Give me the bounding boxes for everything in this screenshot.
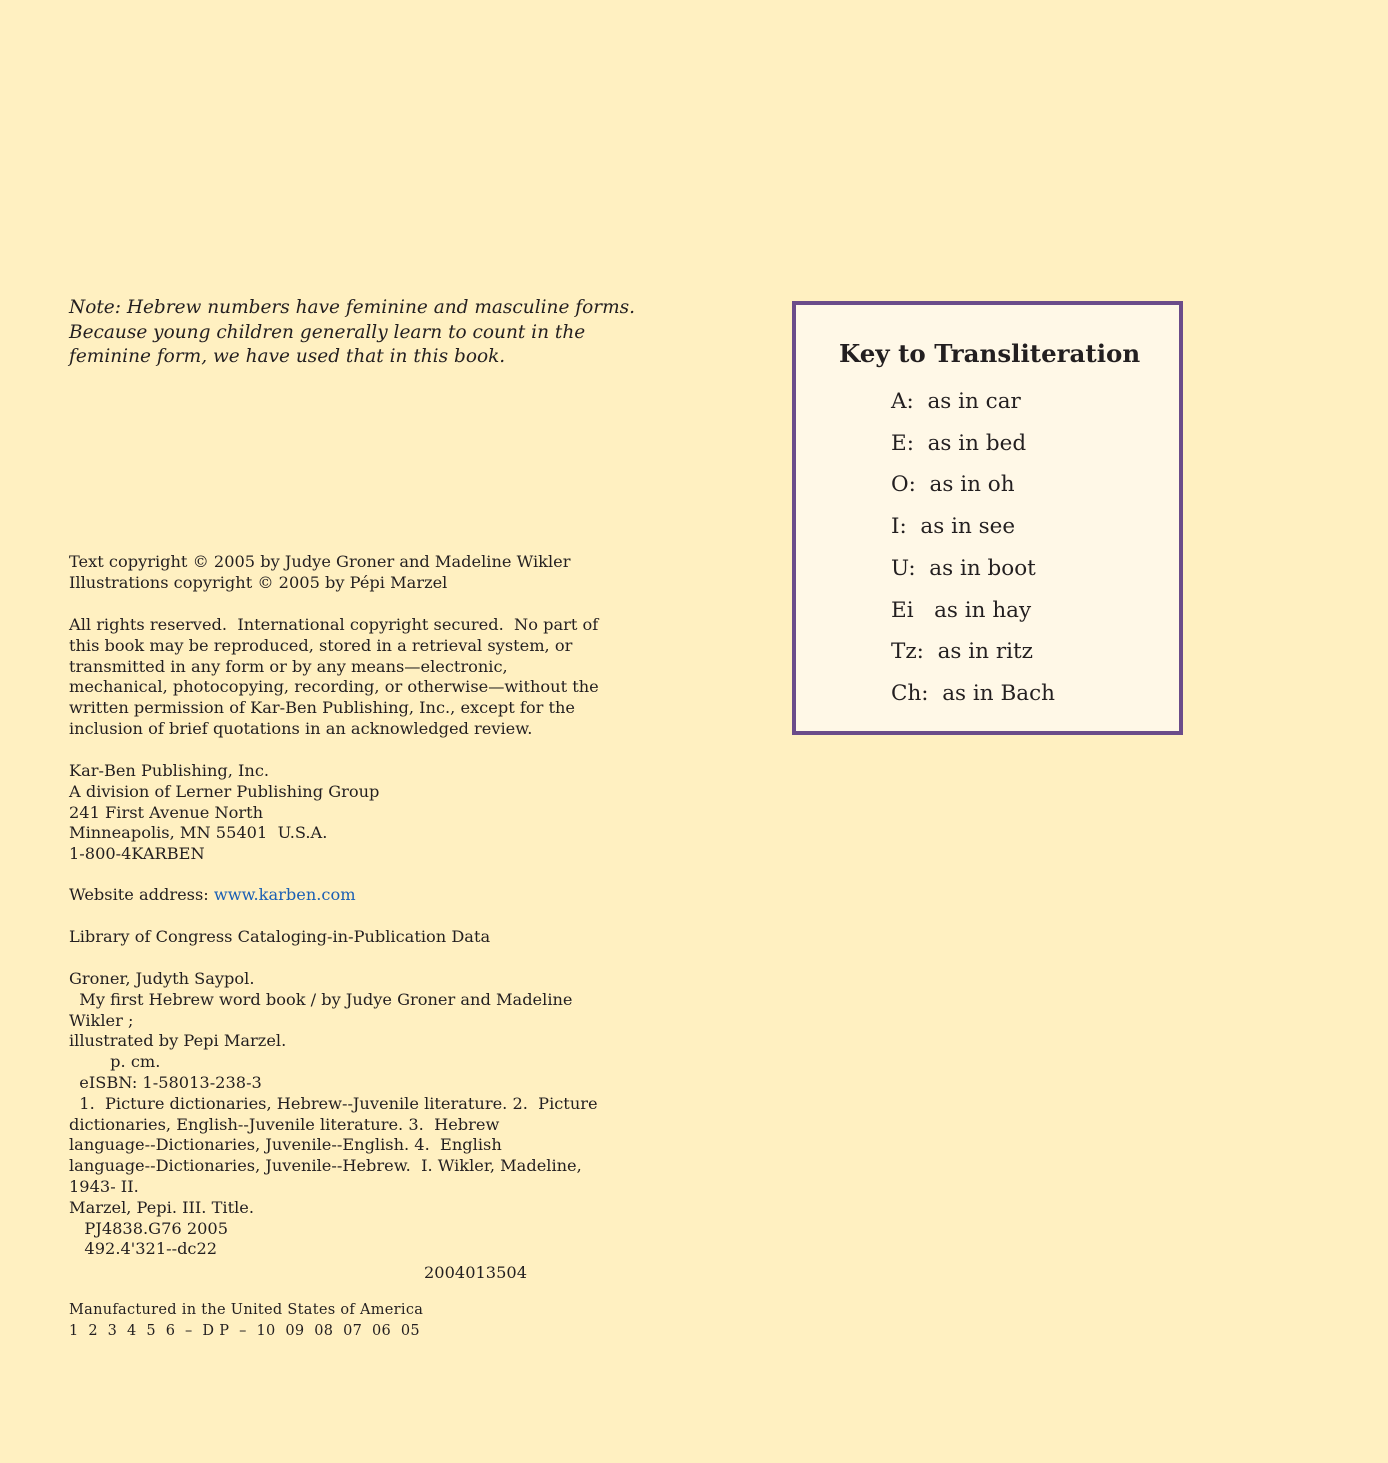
website-label: Website address: [69,885,214,904]
copyright-line: Text copyright © 2005 by Judye Groner and Madeline Wikler [69,552,571,571]
cip-line: Groner, Judyth Saypol. [69,969,255,988]
copyright-line: Illustrations copyright © 2005 by Pépi Marzel [69,572,448,592]
rights-line: transmitted in any form or by any means—electronic, [69,656,508,676]
publisher-line: A division of Lerner Publishing Group [69,781,380,801]
cip-line: 1. Picture dictionaries, Hebrew--Juvenile literature. 2. Picture [69,1093,598,1113]
key-entry: U: as in boot [891,555,1036,581]
manufactured-line: Manufactured in the United States of America [69,1302,424,1318]
publisher-address [69,761,379,865]
copyright-block [69,552,570,594]
rights-line: written permission of Kar-Ben Publishing, Inc., except for the [69,698,575,718]
rights-line: this book may be reproduced, stored in a retrieval system, or [69,635,573,655]
note-line: Note: Hebrew numbers have feminine and masculine forms. [69,297,636,318]
cip-line: eISBN: 1-58013-238-3 [69,1072,262,1092]
cip-line: My first Hebrew word book / by Judye Groner and Madeline [69,989,573,1009]
cip-line: PJ4838.G76 2005 [69,1218,229,1238]
key-entries [891,381,1055,715]
cip-line: language--Dictionaries, Juvenile--Hebrew. I. Wikler, Madeline, [69,1156,582,1176]
rights-line: inclusion of brief quotations in an acknowledged review. [69,718,533,738]
note-line: feminine form, we have used that in this book. [69,346,506,367]
cip-line: dictionaries, English--Juvenile literature. 3. Hebrew [69,1114,500,1134]
cip-line: Marzel, Pepi. III. Title. [69,1197,254,1217]
transliteration-key-box [792,301,1183,735]
cip-line: 492.4'321--dc22 [69,1239,218,1259]
website-link[interactable]: www.karben.com [213,885,356,904]
website-line [69,885,356,906]
cip-line: p. cm. [69,1052,161,1072]
rights-block [69,615,599,740]
publisher-line: Kar-Ben Publishing, Inc. [69,761,270,780]
key-title: Key to Transliteration [839,339,1141,368]
cip-data [69,969,598,1260]
printing-line: 1 2 3 4 5 6 – D P – 10 09 08 07 06 05 [69,1322,420,1339]
note-line: Because young children generally learn to count in the [69,321,586,343]
key-entry: O: as in oh [891,472,1015,498]
key-entry: Tz: as in ritz [891,639,1033,665]
key-entry: A: as in car [891,389,1021,414]
publisher-line: Minneapolis, MN 55401 U.S.A. [69,823,328,843]
rights-line: mechanical, photocopying, recording, or otherwise—without the [69,677,599,697]
cip-heading: Library of Congress Cataloging-in-Publication Data [69,927,491,946]
publisher-line: 241 First Avenue North [69,802,264,822]
key-entry: Ch: as in Bach [891,680,1055,706]
cip-line: Wikler ; [69,1010,134,1030]
key-entry: E: as in bed [891,430,1027,456]
key-entry: I: as in see [891,514,1016,540]
cip-line: 1943- II. [69,1176,139,1196]
publisher-line: 1-800-4KARBEN [69,844,205,864]
cip-line: illustrated by Pepi Marzel. [69,1031,287,1051]
rights-line: All rights reserved. International copyright secured. No part of [69,615,599,634]
key-entry: Ei as in hay [891,597,1032,623]
manufacturing-info [69,1300,423,1341]
hebrew-numbers-note [69,296,635,370]
lccn: 2004013504 [424,1263,527,1282]
cip-line: language--Dictionaries, Juvenile--English. 4. English [69,1135,502,1155]
